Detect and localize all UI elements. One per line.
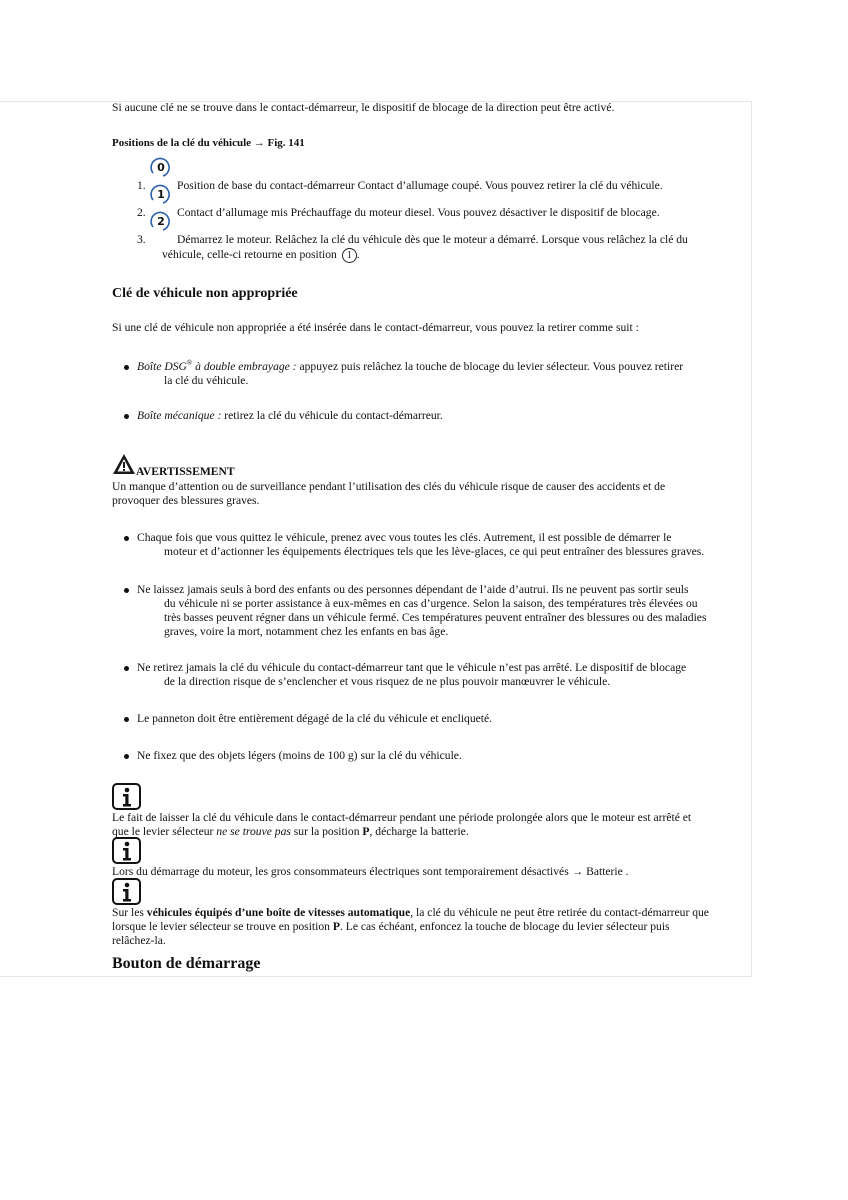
bullet-icon — [124, 717, 129, 722]
list-item: Ne fixez que des objets légers (moins de 100 g) sur la clé du véhicule. — [112, 749, 742, 763]
info-icon — [112, 878, 142, 906]
key-position-0-icon — [149, 155, 173, 179]
step-number: 1. — [137, 179, 146, 192]
next-section-heading: Bouton de démarrage — [112, 955, 261, 972]
key-position-2-icon — [149, 209, 173, 233]
list-item: Chaque fois que vous quittez le véhicule, prenez avec vous toutes les clés. Autrement, il est possible de démarrer le moteur et d’actionner les équipements électriques tels que les lève-glaces, ce qui peut entraîner des blessures graves. — [112, 531, 742, 559]
key-position-1-label: 1 — [157, 188, 165, 201]
section-title: Clé de véhicule non appropriée — [112, 286, 298, 301]
step-text: Position de base du contact-démarreur Contact d’allumage coupé. Vous pouvez retirer la clé du véhicule. — [177, 179, 663, 192]
note-1 — [112, 783, 742, 839]
step-number: 2. — [137, 206, 146, 219]
bullet-icon — [124, 666, 129, 671]
step-number: 3. — [137, 233, 146, 246]
list-item: Le panneton doit être entièrement dégagé de la clé du véhicule et encliqueté. — [112, 712, 742, 726]
position-1-circle: 1 — [342, 248, 357, 263]
bullet-icon — [124, 754, 129, 759]
warning-title: AVERTISSEMENT — [136, 465, 235, 478]
bullet-icon — [124, 588, 129, 593]
bullet-icon — [124, 365, 129, 370]
key-position-0-label: 0 — [157, 161, 165, 174]
warning-text: Un manque d’attention ou de surveillance pendant l’utilisation des clés du véhicule risque de causer des accidents et de provoquer des blessures graves. — [112, 480, 666, 507]
note-3 — [112, 878, 742, 948]
bullet-icon — [124, 414, 129, 419]
note-text: Sur les véhicules équipés d’une boîte de vitesses automatique, la clé du véhicule ne peut être retirée du contact-démarreur que lorsque le levier sélecteur se trouve en position P. Le cas échéant, enfoncez la touche de blocage du levier sélecteur puis relâchez-la. — [112, 906, 709, 947]
step-text: Démarrez le moteur. Relâchez la clé du véhicule dès que le moteur a démarré. Lorsque vous relâchez la clé du — [177, 233, 688, 246]
warning-icon — [112, 452, 136, 476]
note-text: Le fait de laisser la clé du véhicule dans le contact-démarreur pendant une période prolongée alors que le moteur est arrêté et que le levier sélecteur ne se trouve pas sur la position P, décharge la batterie. — [112, 811, 692, 838]
positions-heading: Positions de la clé du véhicule → Fig. 141 — [112, 137, 305, 149]
info-icon — [112, 837, 142, 865]
key-position-2-label: 2 — [157, 215, 165, 228]
bullet-icon — [124, 536, 129, 541]
list-item: Ne retirez jamais la clé du véhicule du contact-démarreur tant que le véhicule n’est pas arrêté. Le dispositif de blocage de la direction risque de s’enclencher et vous risquez de ne plus pouvoir manœuvrer le véhicule. — [112, 661, 742, 689]
step-text-continued: véhicule, celle-ci retourne en position 1 . — [162, 248, 360, 262]
key-position-1-icon — [149, 182, 173, 206]
list-item: Ne laissez jamais seuls à bord des enfants ou des personnes dépendant de l’aide d’autrui. Ils ne peuvent pas sortir seuls du véhicule ni se porter assistance à eux-mêmes en cas d’urgence. Selon la saison, des températures très élevées ou très basses peuvent régner dans un véhicule fermé. Ces températures peuvent entraîner des blessures ou des maladies graves, voire la mort, notamment chez les enfants en bas âge. — [112, 583, 742, 639]
note-2 — [112, 837, 742, 879]
warning-block — [112, 452, 742, 508]
section-intro: Si une clé de véhicule non appropriée a été insérée dans le contact-démarreur, vous pouvez la retirer comme suit : — [112, 321, 639, 334]
list-item: Boîte mécanique : retirez la clé du véhicule du contact-démarreur. — [112, 409, 742, 423]
note-text: Lors du démarrage du moteur, les gros consommateurs électriques sont temporairement désactivés → Batterie . — [112, 865, 629, 878]
intro-paragraph: Si aucune clé ne se trouve dans le contact-démarreur, le dispositif de blocage de la direction peut être activé. — [112, 101, 615, 114]
info-icon — [112, 783, 142, 811]
step-text: Contact d’allumage mis Préchauffage du moteur diesel. Vous pouvez désactiver le dispositif de blocage. — [177, 206, 660, 219]
list-item: Boîte DSG® à double embrayage : appuyez puis relâchez la touche de blocage du levier sélecteur. Vous pouvez retirer la clé du véhicule. — [112, 356, 742, 388]
